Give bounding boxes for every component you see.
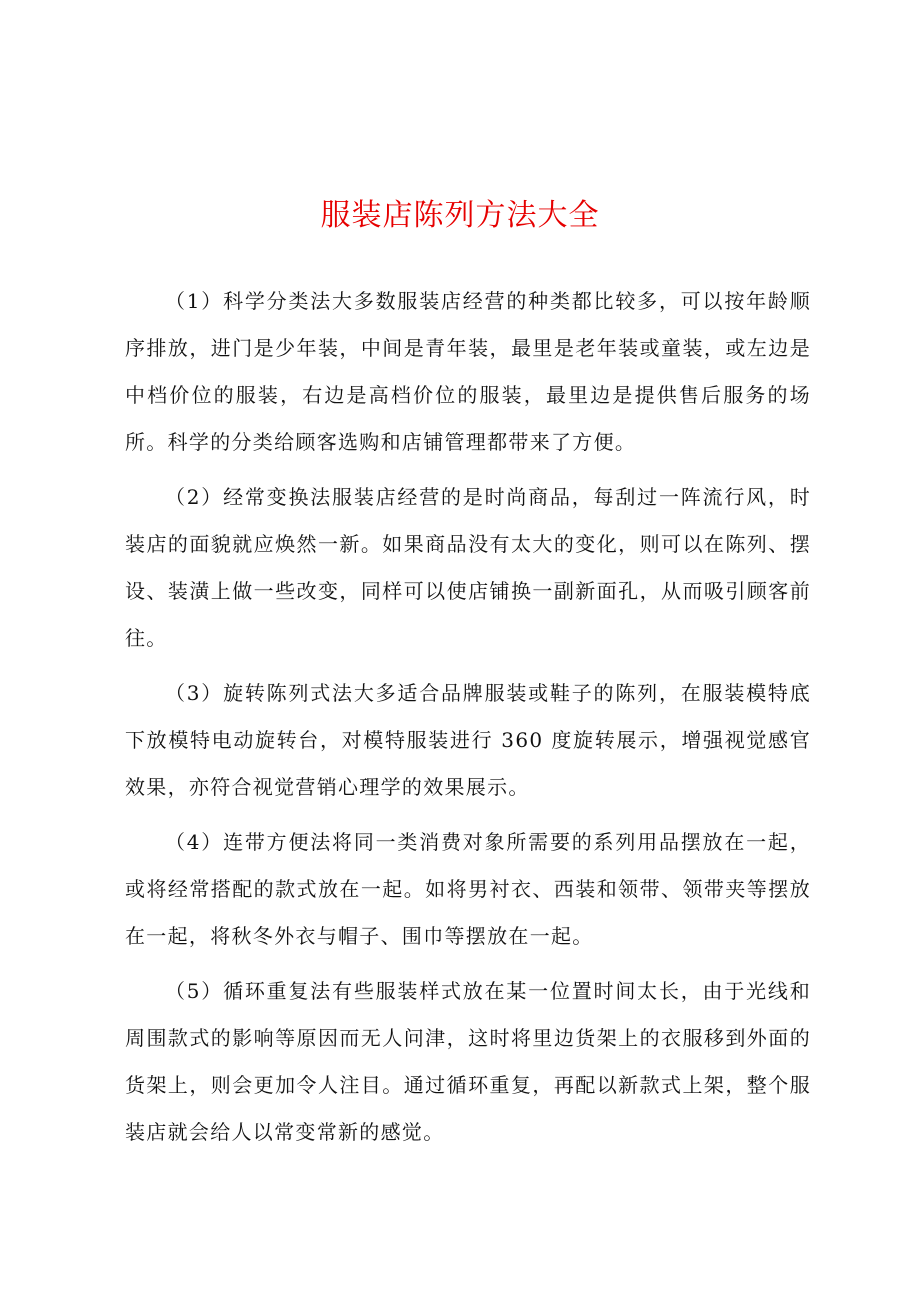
document-body [125,278,811,1164]
paragraph-1: （1）科学分类法大多数服装店经营的种类都比较多，可以按年龄顺序排放，进门是少年装，中间是青年装，最里是老年装或童装，或左边是中档价位的服装，右边是高档价位的服装，最里边是提供售后服务的场所。科学的分类给顾客选购和店铺管理都带来了方便。 [125,289,811,454]
paragraph-4: （4）连带方便法将同一类消费对象所需要的系列用品摆放在一起，或将经常搭配的款式放在一起。如将男衬衣、西装和领带、领带夹等摆放在一起，将秋冬外衣与帽子、围巾等摆放在一起。 [125,830,811,948]
document-title: 服装店陈列方法大全 [320,198,600,233]
paragraph-2: （2）经常变换法服装店经营的是时尚商品，每刮过一阵流行风，时装店的面貌就应焕然一新。如果商品没有太大的变化，则可以在陈列、摆设、装潢上做一些改变，同样可以使店铺换一副新面孔，从而吸引顾客前往。 [125,485,811,650]
paragraph-5: （5）循环重复法有些服装样式放在某一位置时间太长，由于光线和周围款式的影响等原因而无人问津，这时将里边货架上的衣服移到外面的货架上，则会更加令人注目。通过循环重复，再配以新款式上架，整个服装店就会给人以常变常新的感觉。 [125,979,811,1144]
paragraph-3: （3）旋转陈列式法大多适合品牌服装或鞋子的陈列，在服装模特底下放模特电动旋转台，对模特服装进行 360 度旋转展示，增强视觉感官效果，亦符合视觉营销心理学的效果展示。 [125,681,811,799]
